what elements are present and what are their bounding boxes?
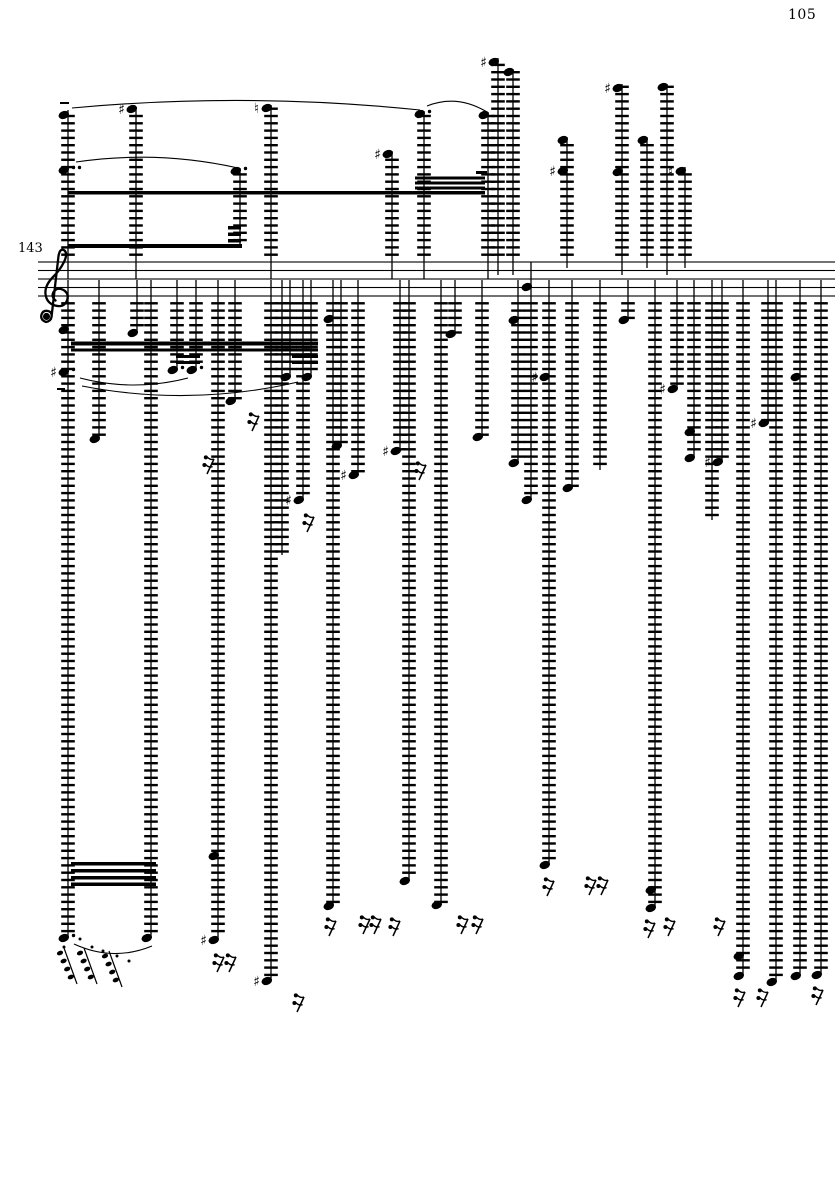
measure-number: 143 [18, 241, 43, 256]
natural-accidental: ♮ [253, 101, 260, 117]
sharp-accidental: ♯ [374, 147, 381, 163]
sharp-accidental: ♯ [340, 468, 347, 484]
sharp-accidental: ♯ [382, 444, 389, 460]
sharp-accidental: ♯ [285, 493, 292, 509]
grace-note-run [56, 948, 77, 984]
notehead [76, 950, 84, 956]
sharp-accidental: ♯ [704, 455, 711, 471]
sixteenth-rest-icon [388, 917, 400, 936]
sixteenth-rest-icon [756, 988, 768, 1007]
beam [71, 862, 156, 866]
beam [415, 177, 485, 180]
notehead [60, 958, 68, 964]
staccato-dot [116, 955, 119, 958]
sixteenth-rest-icon [713, 917, 725, 936]
sixteenth-rest-icon [292, 993, 304, 1012]
notehead [56, 950, 64, 956]
augmentation-dot [72, 166, 75, 169]
note-column [480, 55, 505, 275]
beam [71, 883, 156, 887]
note-column [507, 280, 524, 469]
note-column [471, 280, 488, 443]
staccato-dot [91, 946, 94, 949]
sixteenth-rest-icon [542, 877, 554, 896]
sixteenth-rest-icon [733, 988, 745, 1007]
augmentation-dot [181, 366, 184, 369]
tenuto-mark [60, 102, 69, 104]
slur [427, 101, 487, 112]
note-column [398, 280, 415, 887]
sharp-accidental: ♯ [200, 933, 207, 949]
note-column [322, 280, 339, 912]
note-column [430, 280, 447, 911]
augmentation-dot [78, 166, 81, 169]
sixteenth-rest-icon [596, 876, 608, 895]
note-column [285, 280, 310, 509]
beam [71, 349, 318, 352]
note-column [502, 66, 519, 275]
sharp-accidental: ♯ [659, 382, 666, 398]
natural-accidental: ♮ [667, 164, 674, 180]
notehead [83, 966, 91, 972]
note-column [50, 280, 75, 944]
sharp-accidental: ♯ [253, 974, 260, 990]
staccato-dot [102, 950, 105, 953]
note-column [810, 280, 827, 981]
sixteenth-rest-icon [324, 917, 336, 936]
note-column [200, 280, 225, 949]
sharp-accidental: ♯ [50, 365, 57, 381]
note-column [254, 101, 278, 279]
notehead [80, 958, 88, 964]
staccato-dot [63, 946, 66, 949]
notehead [63, 966, 71, 972]
note-column [705, 280, 719, 520]
note-column [636, 134, 653, 268]
note-column [644, 280, 661, 914]
note-column [604, 81, 629, 275]
staff-lines [38, 261, 835, 296]
page-number: 105 [788, 7, 817, 23]
sharp-accidental: ♯ [118, 102, 125, 118]
note-column [668, 164, 692, 268]
note-column [789, 280, 806, 982]
note-column [118, 102, 143, 279]
augmentation-dot [200, 366, 203, 369]
staccato-dot [79, 938, 82, 941]
note-column [374, 147, 399, 279]
notehead [105, 961, 113, 967]
beam [71, 342, 318, 346]
sixteenth-rest-icon [471, 915, 483, 934]
note-column [561, 280, 578, 494]
beam [71, 876, 156, 880]
sharp-accidental: ♯ [480, 55, 487, 71]
sixteenth-rest-icon [224, 953, 236, 972]
augmentation-dot [72, 368, 75, 371]
note-column [617, 280, 634, 326]
note-column [166, 280, 184, 376]
beam [68, 191, 485, 195]
sixteenth-rest-icon [369, 915, 381, 934]
sixteenth-rest-icon [643, 919, 655, 938]
slur-group [72, 100, 487, 953]
augmentation-dot [428, 110, 431, 113]
note-column [126, 280, 143, 339]
tenuto-mark [57, 388, 65, 390]
beam [68, 244, 242, 248]
sharp-accidental: ♯ [531, 370, 538, 386]
sharp-accidental: ♯ [604, 81, 611, 97]
staccato-dot [128, 960, 131, 963]
sixteenth-rest-icon [414, 461, 426, 480]
note-column [732, 280, 749, 982]
grace-note-run [101, 951, 122, 987]
beam [71, 869, 156, 873]
note-column [683, 280, 700, 464]
sixteenth-rest-icon [811, 986, 823, 1005]
grace-note-runs [56, 938, 130, 988]
notehead [108, 969, 116, 975]
sixteenth-rest-icon [302, 513, 314, 532]
augmentation-dot [72, 934, 75, 937]
note-column [549, 134, 574, 268]
sharp-accidental: ♯ [750, 416, 757, 432]
grace-note-run [76, 948, 97, 984]
sixteenth-rest-icon [247, 412, 259, 431]
slur [76, 157, 238, 168]
augmentation-dot [244, 167, 247, 170]
note-column [593, 280, 607, 470]
sixteenth-rest-icon [584, 876, 596, 895]
note-column [88, 280, 105, 445]
notehead [101, 953, 109, 959]
sixteenth-rest-icon [358, 915, 370, 934]
sharp-accidental: ♯ [549, 164, 556, 180]
sixteenth-rest-icon [456, 915, 468, 934]
sixteenth-rest-icon [212, 953, 224, 972]
note-column [659, 280, 684, 398]
sixteenth-rest-icon [663, 917, 675, 936]
note-column [140, 280, 157, 944]
note-column [275, 280, 289, 555]
